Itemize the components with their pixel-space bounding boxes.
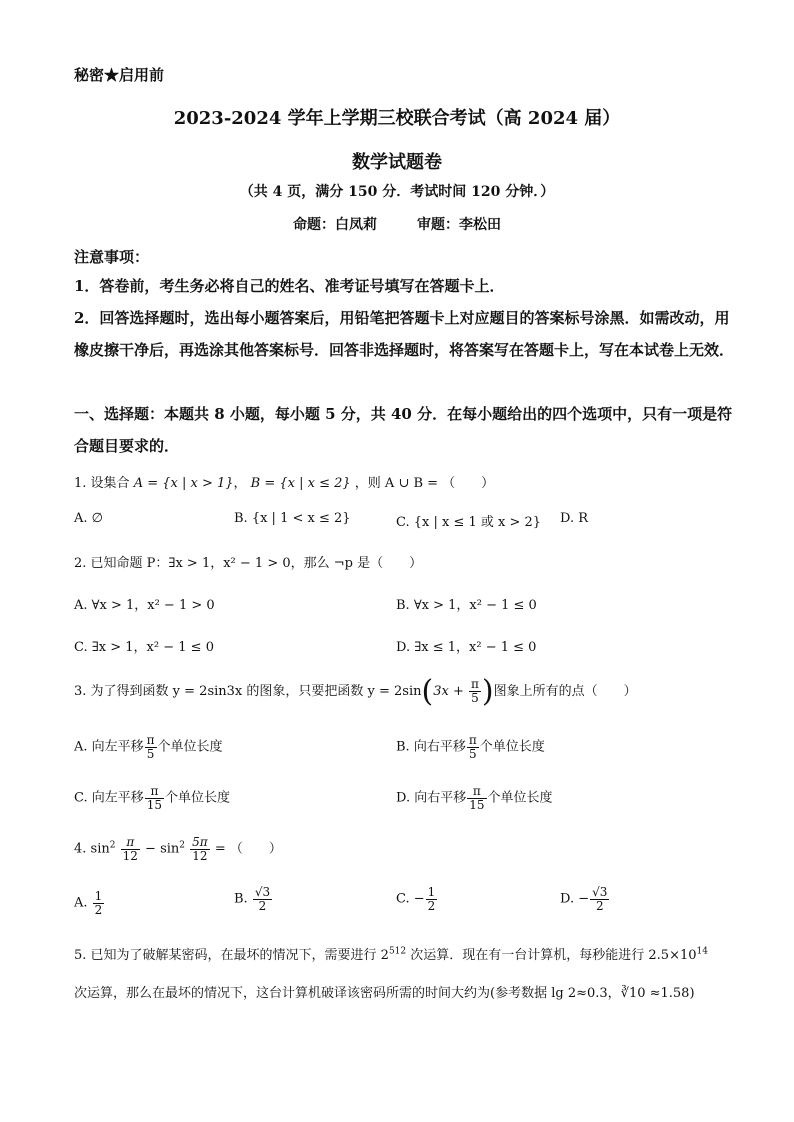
q1-option-b: B. {x | 1 < x ≤ 2} xyxy=(234,511,351,526)
q1-option-c: C. {x | x ≤ 1 或 x > 2} xyxy=(396,515,542,530)
reviewer-label: 审题：李松田 xyxy=(417,217,501,233)
note-item-1: 1．答卷前，考生务必将自己的姓名、准考证号填写在答题卡上． xyxy=(74,277,505,295)
q3-option-c: C. 向左平移 $\frac{\pi}{15}$ 个单位长度 xyxy=(74,784,231,812)
q4-option-c: C. − $\frac{1}{2}$ xyxy=(396,885,436,913)
set-b: B = {x | x ≤ 2} xyxy=(250,476,351,491)
q2-option-b: B. ∀x > 1，x² − 1 ≤ 0 xyxy=(396,598,537,613)
exam-authors xyxy=(0,214,794,234)
q4-option-d: D. − $\frac{√3}{2}$ xyxy=(560,885,608,913)
section-1-heading: 一、选择题：本题共 8 小题，每小题 5 分，共 40 分．在每小题给出的四个选项中，只有一项是符合题目要求的． xyxy=(74,405,733,455)
exam-title: 2023-2024 学年上学期三校联合考试（高 2024 届） xyxy=(173,108,621,129)
confidential-mark: 秘密★启用前 xyxy=(74,66,165,84)
set-a: A = {x | x > 1} xyxy=(133,476,234,491)
pi-over-5: $\frac{\pi}{5}$ xyxy=(470,677,479,705)
question-5-line-2: 次运算，那么在最坏的情况下，这台计算机破译该密码所需的时间大约为(参考数据 lg 2≈0.3，∛10 ≈1.58) xyxy=(74,986,695,1001)
exam-subtitle: 数学试题卷 xyxy=(352,152,442,173)
q2-option-c: C. ∃x > 1，x² − 1 ≤ 0 xyxy=(74,640,214,655)
q3-option-d: D. 向右平移 $\frac{\pi}{15}$ 个单位长度 xyxy=(396,784,553,812)
q4-option-a: A. $\frac{1}{2}$ xyxy=(74,889,103,917)
notes-heading: 注意事项： xyxy=(74,248,150,266)
author-label: 命题：白凤莉 xyxy=(293,217,377,233)
q1-option-d: D. R xyxy=(560,511,589,526)
q2-option-a: A. ∀x > 1，x² − 1 > 0 xyxy=(74,598,215,613)
question-2-stem: 2. 已知命题 P：∃x > 1，x² − 1 > 0，那么 ¬p 是（ ） xyxy=(74,556,423,571)
question-5-line-1: 5. 已知为了破解某密码，在最坏的情况下，需要进行 $2^{512}$ 次运算．现在有一台计算机，每秒能进行 $2.5\times 10^{14}$ xyxy=(74,946,708,963)
note-item-2: 2．回答选择题时，选出每小题答案后，用铅笔把答题卡上对应题目的答案标号涂黑．如需改动，用橡皮擦干净后，再选涂其他答案标号．回答非选择题时，将答案写在答题卡上，写在本试卷上无效． xyxy=(74,309,735,359)
q1-option-a: A. ∅ xyxy=(74,511,103,526)
question-4-stem: 4. $\sin^2$ $\frac{\pi}{12}$ − $\sin^2$ $\frac{5\pi}{12}$ = （ ） xyxy=(74,835,282,863)
q4-option-b: B. $\frac{√3}{2}$ xyxy=(234,885,271,913)
question-1-stem: 1. 设集合 A = {x | x > 1}， B = {x | x ≤ 2} ，则 A ∪ B = （ ） xyxy=(74,476,495,491)
q2-option-d: D. ∃x ≤ 1，x² − 1 ≤ 0 xyxy=(396,640,537,655)
exam-info: （共 4 页，满分 150 分．考试时间 120 分钟．） xyxy=(239,184,555,200)
q3-option-b: B. 向右平移 $\frac{\pi}{5}$ 个单位长度 xyxy=(396,733,545,761)
question-3-stem: 3. 为了得到函数 y = 2sin3x 的图象，只要把函数 y = 2sin(3x + $\frac{\pi}{5}$ )图象上所有的点（ ） xyxy=(74,674,637,709)
q3-option-a: A. 向左平移 $\frac{\pi}{5}$ 个单位长度 xyxy=(74,733,223,761)
